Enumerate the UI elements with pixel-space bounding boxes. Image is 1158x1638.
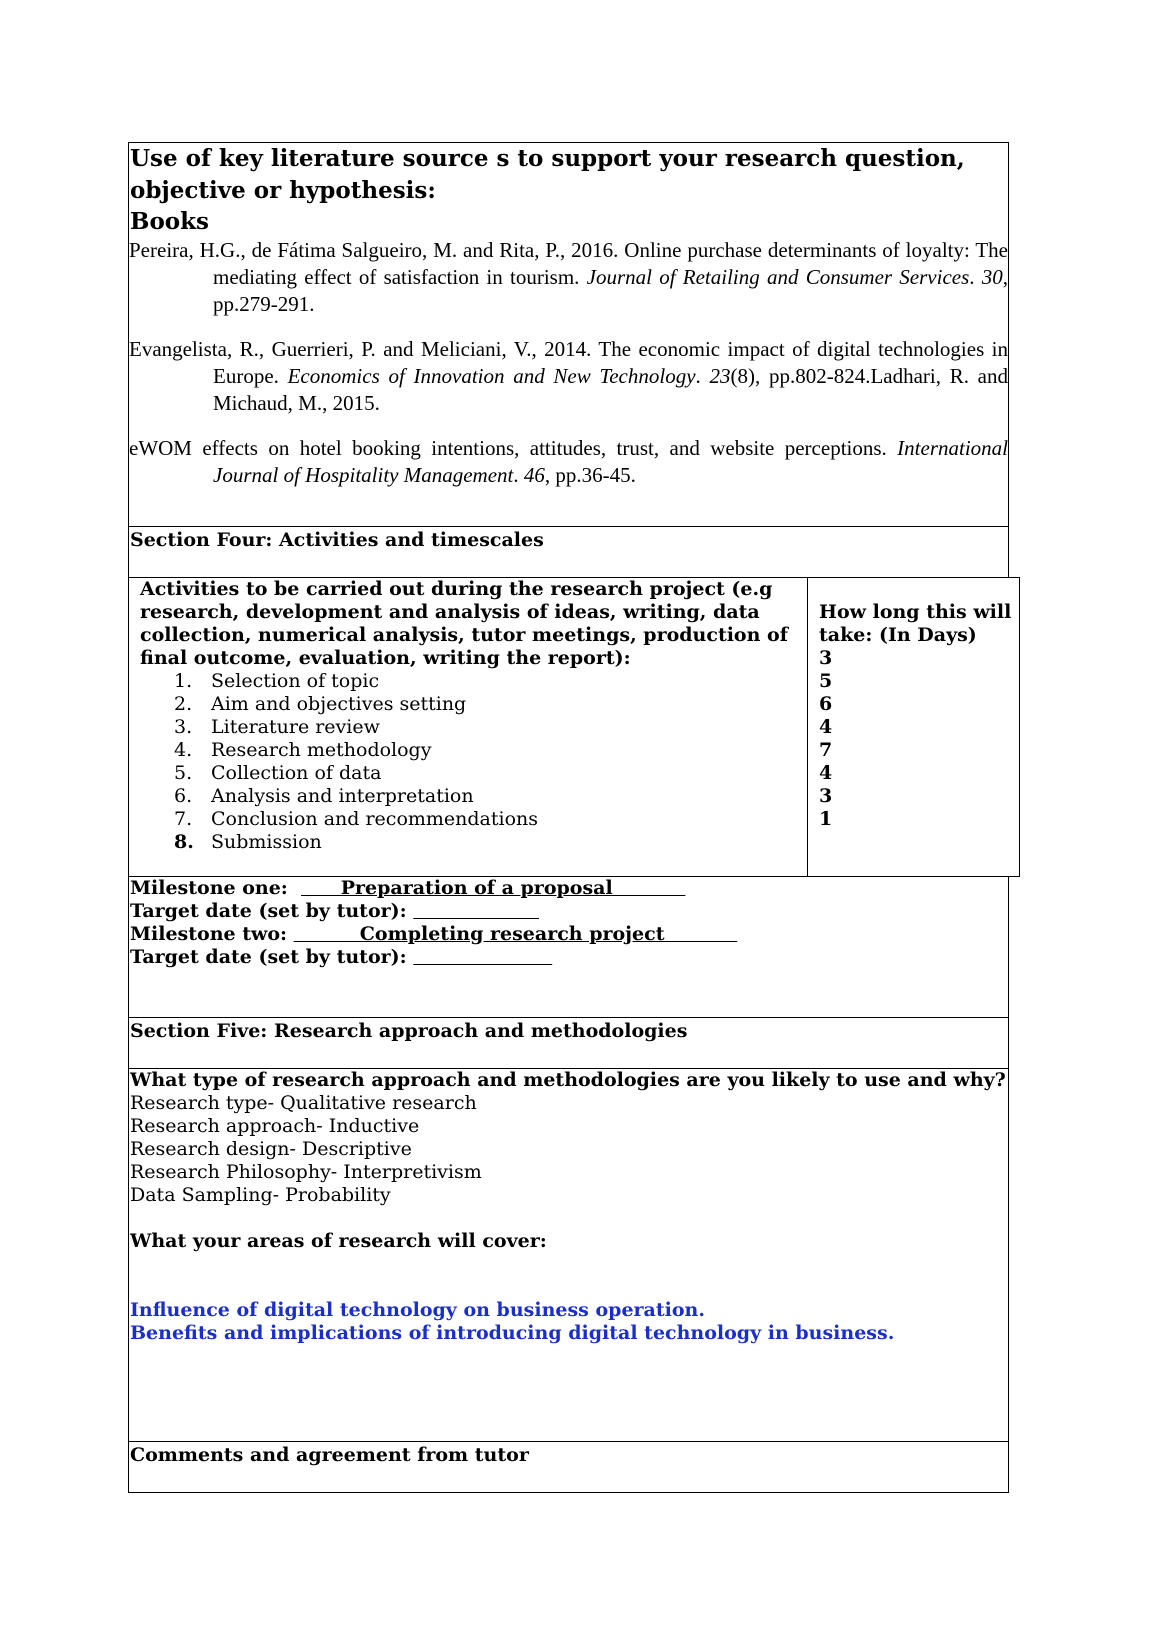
- approach-question: What type of research approach and methodologies are you likely to use and why?: [130, 1069, 1006, 1091]
- section-four-title: Section Four: Activities and timescales: [130, 529, 544, 551]
- activities-heading: Activities to be carried out during the research project (e.g research, development and analysis of ideas, writing, data collection, numerical analysis, tutor meetings, production of final outcome, evaluation, writing the report):: [140, 578, 788, 669]
- approach-item: Research Philosophy- Interpretivism: [130, 1161, 482, 1183]
- milestone-two: Milestone two: Completing research project: [130, 923, 738, 945]
- activities-table: [128, 577, 1020, 877]
- list-item: 4. Research methodology: [174, 739, 432, 761]
- list-item: 5. Collection of data: [174, 762, 382, 784]
- duration-values: [819, 647, 1019, 831]
- reference-entry: Pereira, H.G., de Fátima Salgueiro, M. and Rita, P., 2016. Online purchase determinants of loyalty: The mediating effect of satisfaction in tourism. Journal of Retailing and Consumer Services. 30, pp.279-291.: [129, 238, 1008, 316]
- reference-entry: Evangelista, R., Guerrieri, P. and Meliciani, V., 2014. The economic impact of digital technologies in Europe. Economics of Innovation and New Technology. 23(8), pp.802-824.Ladhari, R. and Michaud, M., 2015.: [129, 337, 1008, 415]
- duration-heading: How long this will take: (In Days): [819, 601, 1012, 646]
- literature-heading: Use of key literature source s to support your research question, objective or hypothesis:: [130, 145, 965, 204]
- list-item: 3. Literature review: [174, 716, 380, 738]
- duration-value: 1: [819, 808, 833, 830]
- duration-value: 7: [819, 739, 833, 761]
- approach-item: Research design- Descriptive: [130, 1138, 412, 1160]
- activities-column: [129, 578, 808, 876]
- section-four-header: [128, 526, 1009, 578]
- list-item: 2. Aim and objectives setting: [174, 693, 467, 715]
- research-area: Benefits and implications of introducing digital technology in business.: [130, 1322, 895, 1344]
- list-item: 7. Conclusion and recommendations: [174, 808, 539, 830]
- books-label: Books: [130, 208, 210, 235]
- duration-value: 3: [819, 785, 833, 807]
- list-item: 8. Submission: [174, 831, 322, 853]
- research-approach-section: [128, 1068, 1009, 1442]
- list-item: 6. Analysis and interpretation: [174, 785, 474, 807]
- section-five-header: [128, 1017, 1009, 1069]
- comments-title: Comments and agreement from tutor: [130, 1444, 529, 1466]
- milestone-one: Milestone one: Preparation of a proposal: [130, 877, 686, 899]
- duration-value: 5: [819, 670, 833, 692]
- comments-section: [128, 1441, 1009, 1493]
- duration-value: 4: [819, 762, 833, 784]
- approach-item: Research approach- Inductive: [130, 1115, 420, 1137]
- research-area: Influence of digital technology on business operation.: [130, 1299, 705, 1321]
- approach-item: Research type- Qualitative research: [130, 1092, 477, 1114]
- target-date-two: Target date (set by tutor):: [130, 946, 414, 968]
- duration-value: 6: [819, 693, 833, 715]
- reference-entry: eWOM effects on hotel booking intentions, attitudes, trust, and website perceptions. International Journal of Hospitality Management. 46, pp.36-45.: [129, 436, 1008, 487]
- milestones-section: [128, 876, 1009, 1018]
- literature-section: [128, 142, 1009, 527]
- section-five-title: Section Five: Research approach and methodologies: [130, 1020, 688, 1042]
- list-item: 1. Selection of topic: [174, 670, 380, 692]
- areas-question: What your areas of research will cover:: [130, 1230, 547, 1252]
- target-date-one: Target date (set by tutor):: [130, 900, 414, 922]
- duration-column: [808, 578, 1019, 876]
- duration-value: 4: [819, 716, 833, 738]
- approach-item: Data Sampling- Probability: [130, 1184, 391, 1206]
- duration-value: 3: [819, 647, 833, 669]
- activities-list: [140, 670, 807, 854]
